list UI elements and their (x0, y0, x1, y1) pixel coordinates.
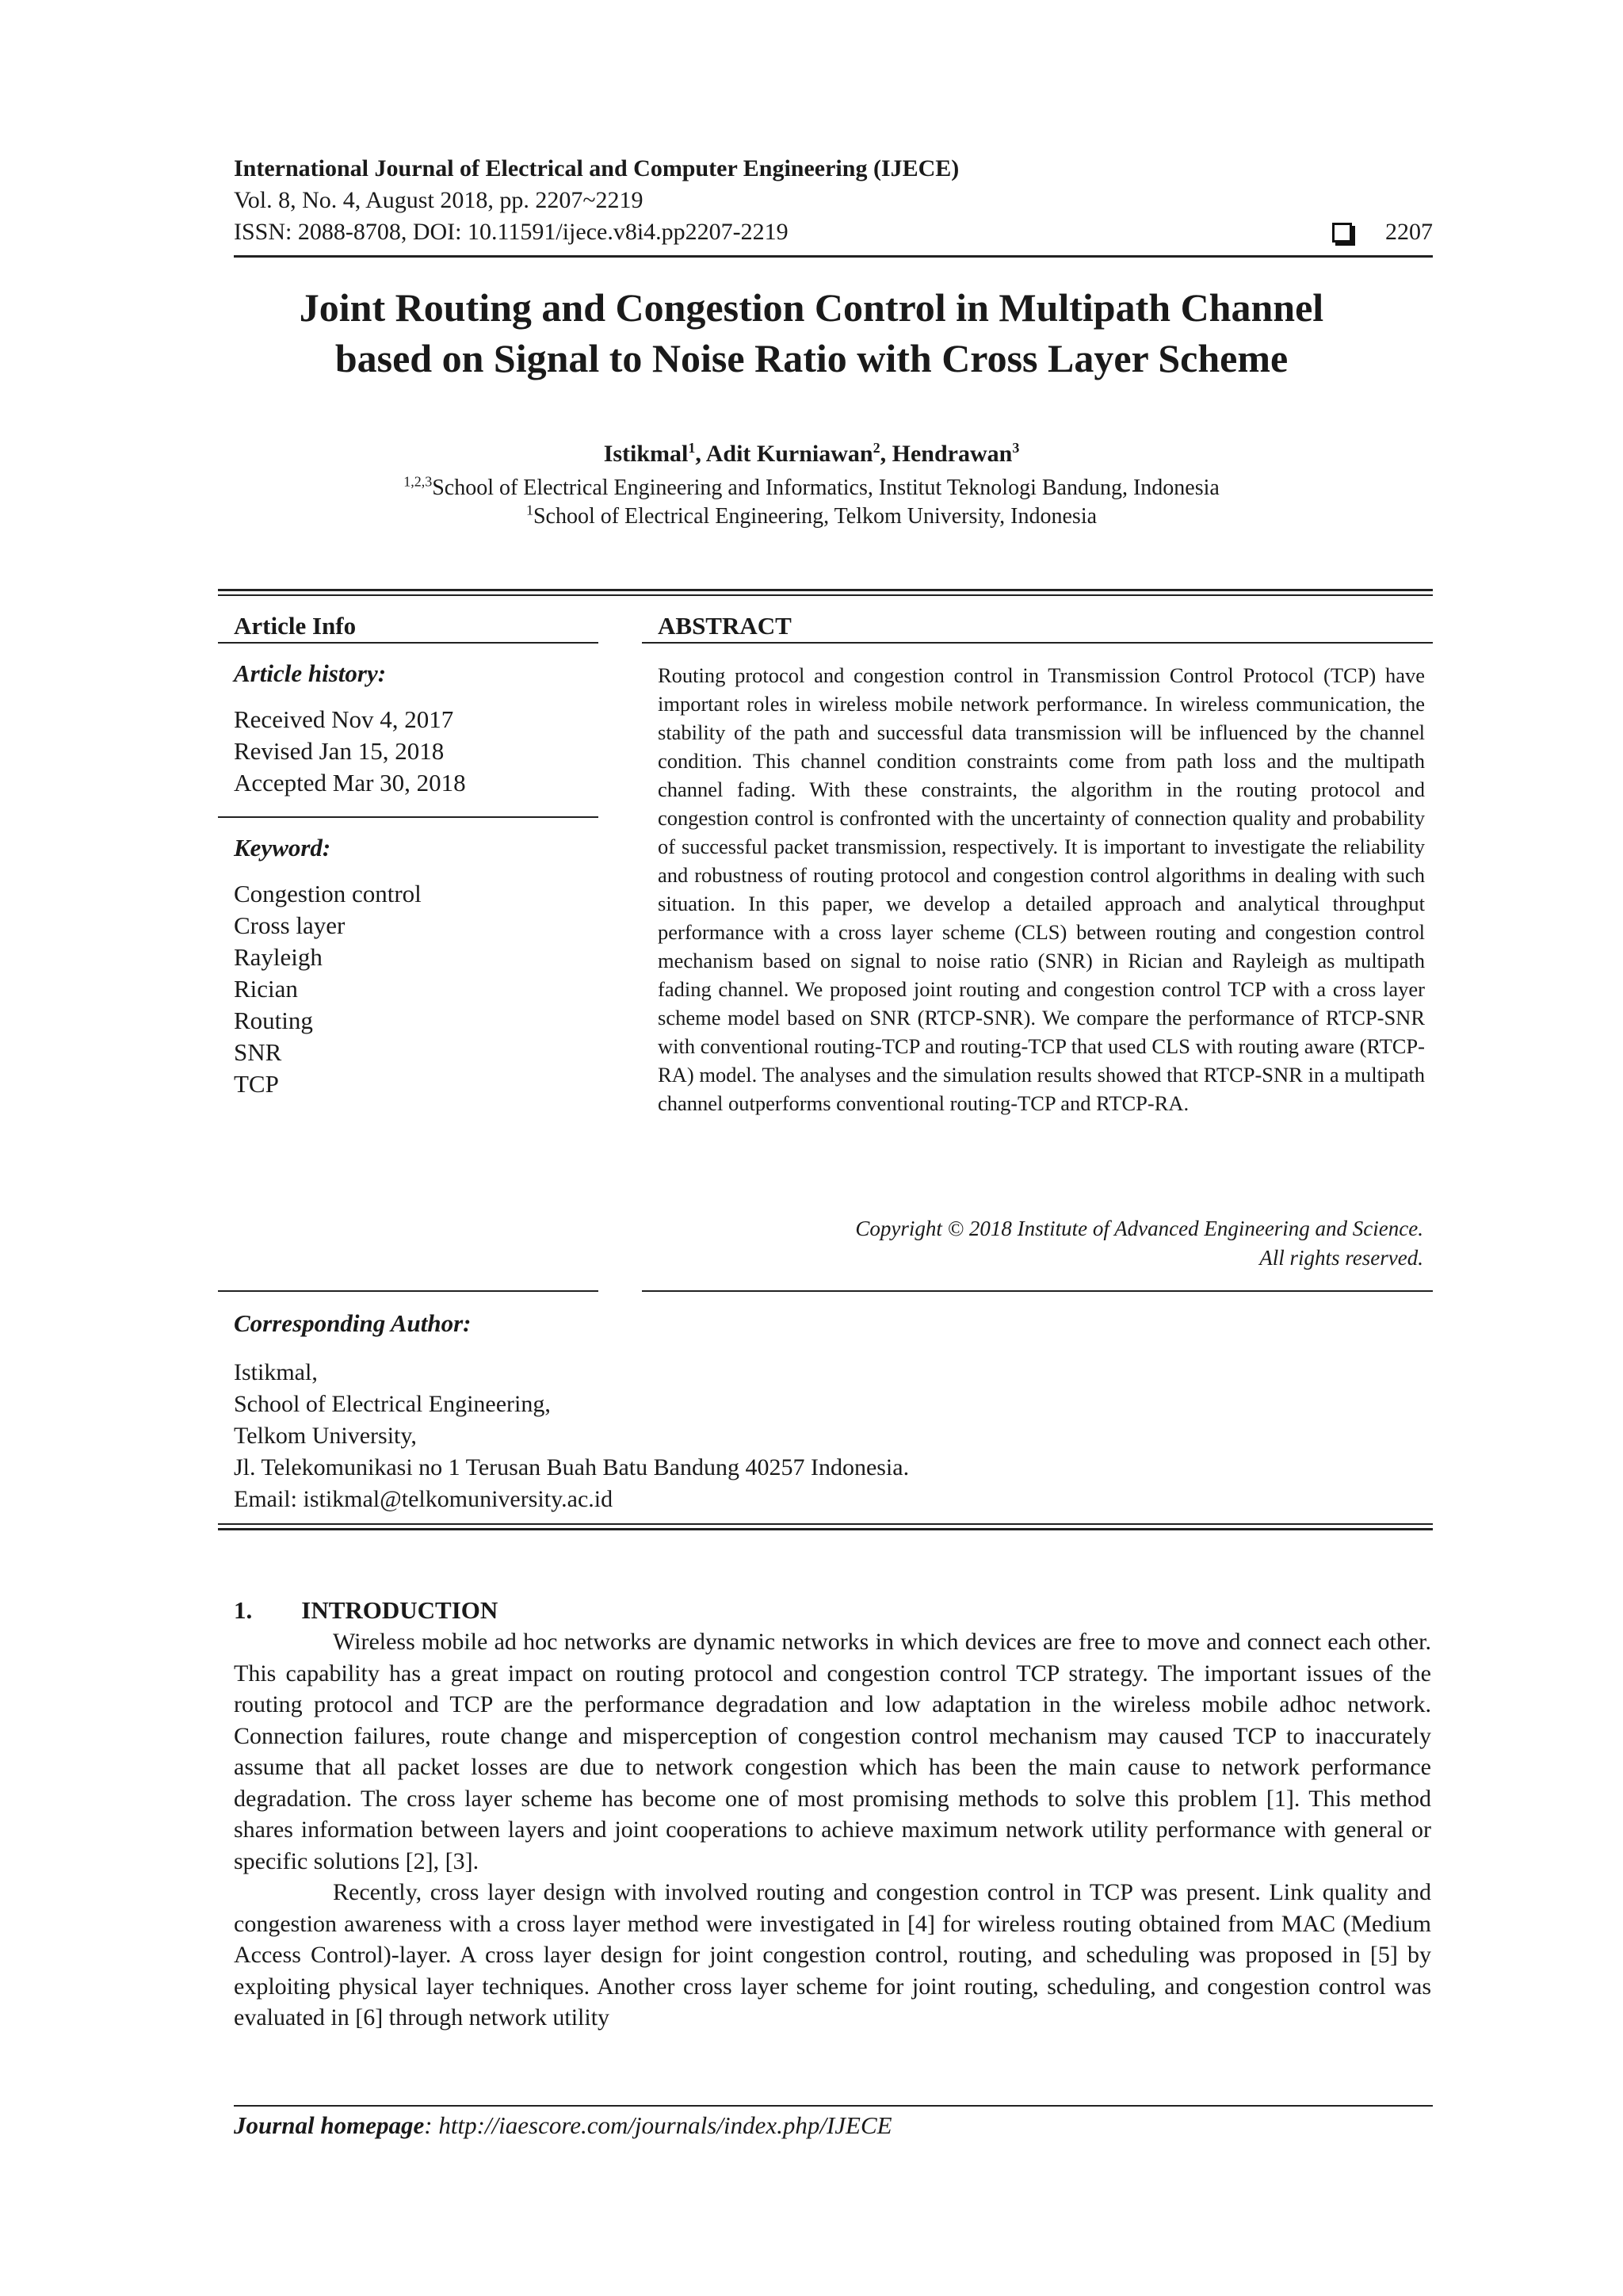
abstract-rule (642, 642, 1433, 644)
title-line-2: based on Signal to Noise Ratio with Cross Layer Scheme (334, 336, 1289, 380)
copyright-line-1: Copyright © 2018 Institute of Advanced Engineering and Science. (855, 1217, 1423, 1240)
keyword-heading: Keyword: (234, 834, 331, 861)
copyright-line-2: All rights reserved. (1259, 1246, 1423, 1270)
affiliation-text: School of Electrical Engineering and Informatics, Institut Teknologi Bandung, Indonesia (432, 476, 1220, 500)
page-number: 2207 (1385, 219, 1433, 245)
volume-info: Vol. 8, No. 4, August 2018, pp. 2207~2219 (234, 187, 643, 213)
keyword-item: Rayleigh (234, 943, 323, 971)
author-list (190, 441, 1433, 468)
introduction-heading: 1. INTRODUCTION (234, 1596, 498, 1624)
footer-url[interactable]: : http://iaescore.com/journals/index.php/IJECE (424, 2111, 892, 2139)
history-rule (218, 816, 598, 818)
author-sup: 2 (873, 440, 880, 456)
copyright (658, 1214, 1423, 1273)
footer-label: Journal homepage (234, 2111, 425, 2139)
corresponding-author-heading: Corresponding Author: (234, 1309, 472, 1337)
author-name: Adit Kurniawan (705, 441, 873, 467)
abstract-heading: ABSTRACT (658, 612, 792, 640)
keyword-item: Rician (234, 975, 298, 1003)
page-number-group (1332, 219, 1433, 246)
journal-name: International Journal of Electrical and Computer Engineering (IJECE) (234, 155, 960, 181)
introduction-paragraph-2: Recently, cross layer design with involved routing and congestion control in TCP was present. Link quality and congestion awareness with a cross layer method were investigated in [4] for wireless routing obtained from MAC (Medium Access Control)-layer. A cross layer design for joint congestion control, routing, and scheduling was proposed in [5] by exploiting physical layer techniques. Another cross layer scheme for joint routing, scheduling, and congestion control was evaluated in [6] through network utility (234, 1879, 1431, 2030)
keyword-item: Congestion control (234, 880, 422, 907)
footer-rule (234, 2105, 1433, 2107)
author-sup: 1 (688, 440, 696, 456)
info-bottom-rule-2 (218, 1528, 1433, 1530)
info-top-rule (218, 589, 1433, 591)
info-bottom-rule (218, 1523, 1433, 1525)
author-name: Hendrawan (892, 441, 1013, 467)
corresponding-university: Telkom University, (234, 1423, 417, 1449)
author-sep: , (695, 441, 706, 467)
abstract-text: Routing protocol and congestion control in Transmission Control Protocol (TCP) have important roles in wireless mobile network performance. In wireless communication, the stability of the path and successful data transmission will be influenced by the channel condition. This channel condition constraints come from path loss and the multipath channel fading. With these constraints, the algorithm in the routing protocol and congestion control is confronted with the uncertainty of connection quality and probability of successful packet transmission, respectively. It is important to investigate the reliability and robustness of routing protocol and congestion control algorithms in dealing with such situation. In this paper, we develop a detailed approach and analytical throughput performance with a cross layer scheme (CLS) between routing and congestion control mechanism based on signal to noise ratio (SNR) in Rician and Rayleigh as multipath fading channel. We proposed joint routing and congestion control TCP with a cross layer scheme model based on SNR (RTCP-SNR). We compare the performance of RTCP-SNR with conventional routing-TCP and routing-TCP that used CLS with routing aware (RTCP-RA) model. The analyses and the simulation results showed that RTCP-SNR in a multipath channel outperforms conventional routing-TCP and RTCP-RA. (658, 663, 1425, 1115)
article-history-heading: Article history: (234, 659, 387, 687)
keyword-item: SNR (234, 1038, 282, 1066)
author-name: Istikmal (603, 441, 689, 467)
corresponding-email: Email: istikmal@telkomuniversity.ac.id (234, 1486, 613, 1512)
history-received: Received Nov 4, 2017 (234, 705, 454, 733)
keyword-item: Routing (234, 1007, 313, 1034)
corresponding-name: Istikmal, (234, 1359, 318, 1385)
left-column-bottom-rule (218, 1290, 598, 1292)
keyword-item: TCP (234, 1070, 279, 1098)
article-info-rule (218, 642, 598, 644)
author-sep: , (880, 441, 892, 467)
affiliation-1 (190, 473, 1433, 501)
title-line-1: Joint Routing and Congestion Control in Multipath Channel (299, 285, 1324, 330)
affiliation-sup: 1,2,3 (403, 473, 433, 490)
keyword-item: Cross layer (234, 911, 346, 939)
affiliation-text: School of Electrical Engineering, Telkom University, Indonesia (533, 504, 1098, 529)
header-rule (234, 255, 1433, 258)
corresponding-school: School of Electrical Engineering, (234, 1391, 551, 1417)
info-top-rule-2 (218, 594, 1433, 596)
corresponding-author-details (234, 1357, 1343, 1515)
affiliation-sup: 1 (525, 502, 533, 518)
issn-doi: ISSN: 2088-8708, DOI: 10.11591/ijece.v8i4.pp2207-2219 (234, 219, 789, 245)
author-sup: 3 (1012, 440, 1020, 456)
article-history (234, 704, 598, 799)
affiliation-2 (190, 504, 1433, 529)
article-info-heading: Article Info (234, 612, 357, 640)
right-column-bottom-rule (642, 1290, 1433, 1292)
history-revised: Revised Jan 15, 2018 (234, 737, 445, 765)
keyword-list (234, 878, 598, 1100)
checkbox-square-icon (1332, 223, 1352, 243)
introduction-body (234, 1626, 1431, 2034)
journal-homepage (234, 2111, 892, 2140)
paper-title (190, 282, 1433, 384)
corresponding-address: Jl. Telekomunikasi no 1 Terusan Buah Batu Bandung 40257 Indonesia. (234, 1454, 910, 1480)
history-accepted: Accepted Mar 30, 2018 (234, 769, 466, 797)
introduction-paragraph-1: Wireless mobile ad hoc networks are dynamic networks in which devices are free to move and connect each other. This capability has a great impact on routing protocol and congestion control TCP strategy. The important issues of the routing protocol and TCP are the performance degradation and low adaptation in the wireless mobile adhoc network. Connection failures, route change and misperception of congestion control mechanism may caused TCP to inaccurately assume that all packet losses are due to network congestion which has been the main cause to network performance degradation. The cross layer scheme has become one of most promising methods to solve this problem [1]. This method shares information between layers and joint cooperations to achieve maximum network utility performance with general or specific solutions [2], [3]. (234, 1629, 1431, 1874)
